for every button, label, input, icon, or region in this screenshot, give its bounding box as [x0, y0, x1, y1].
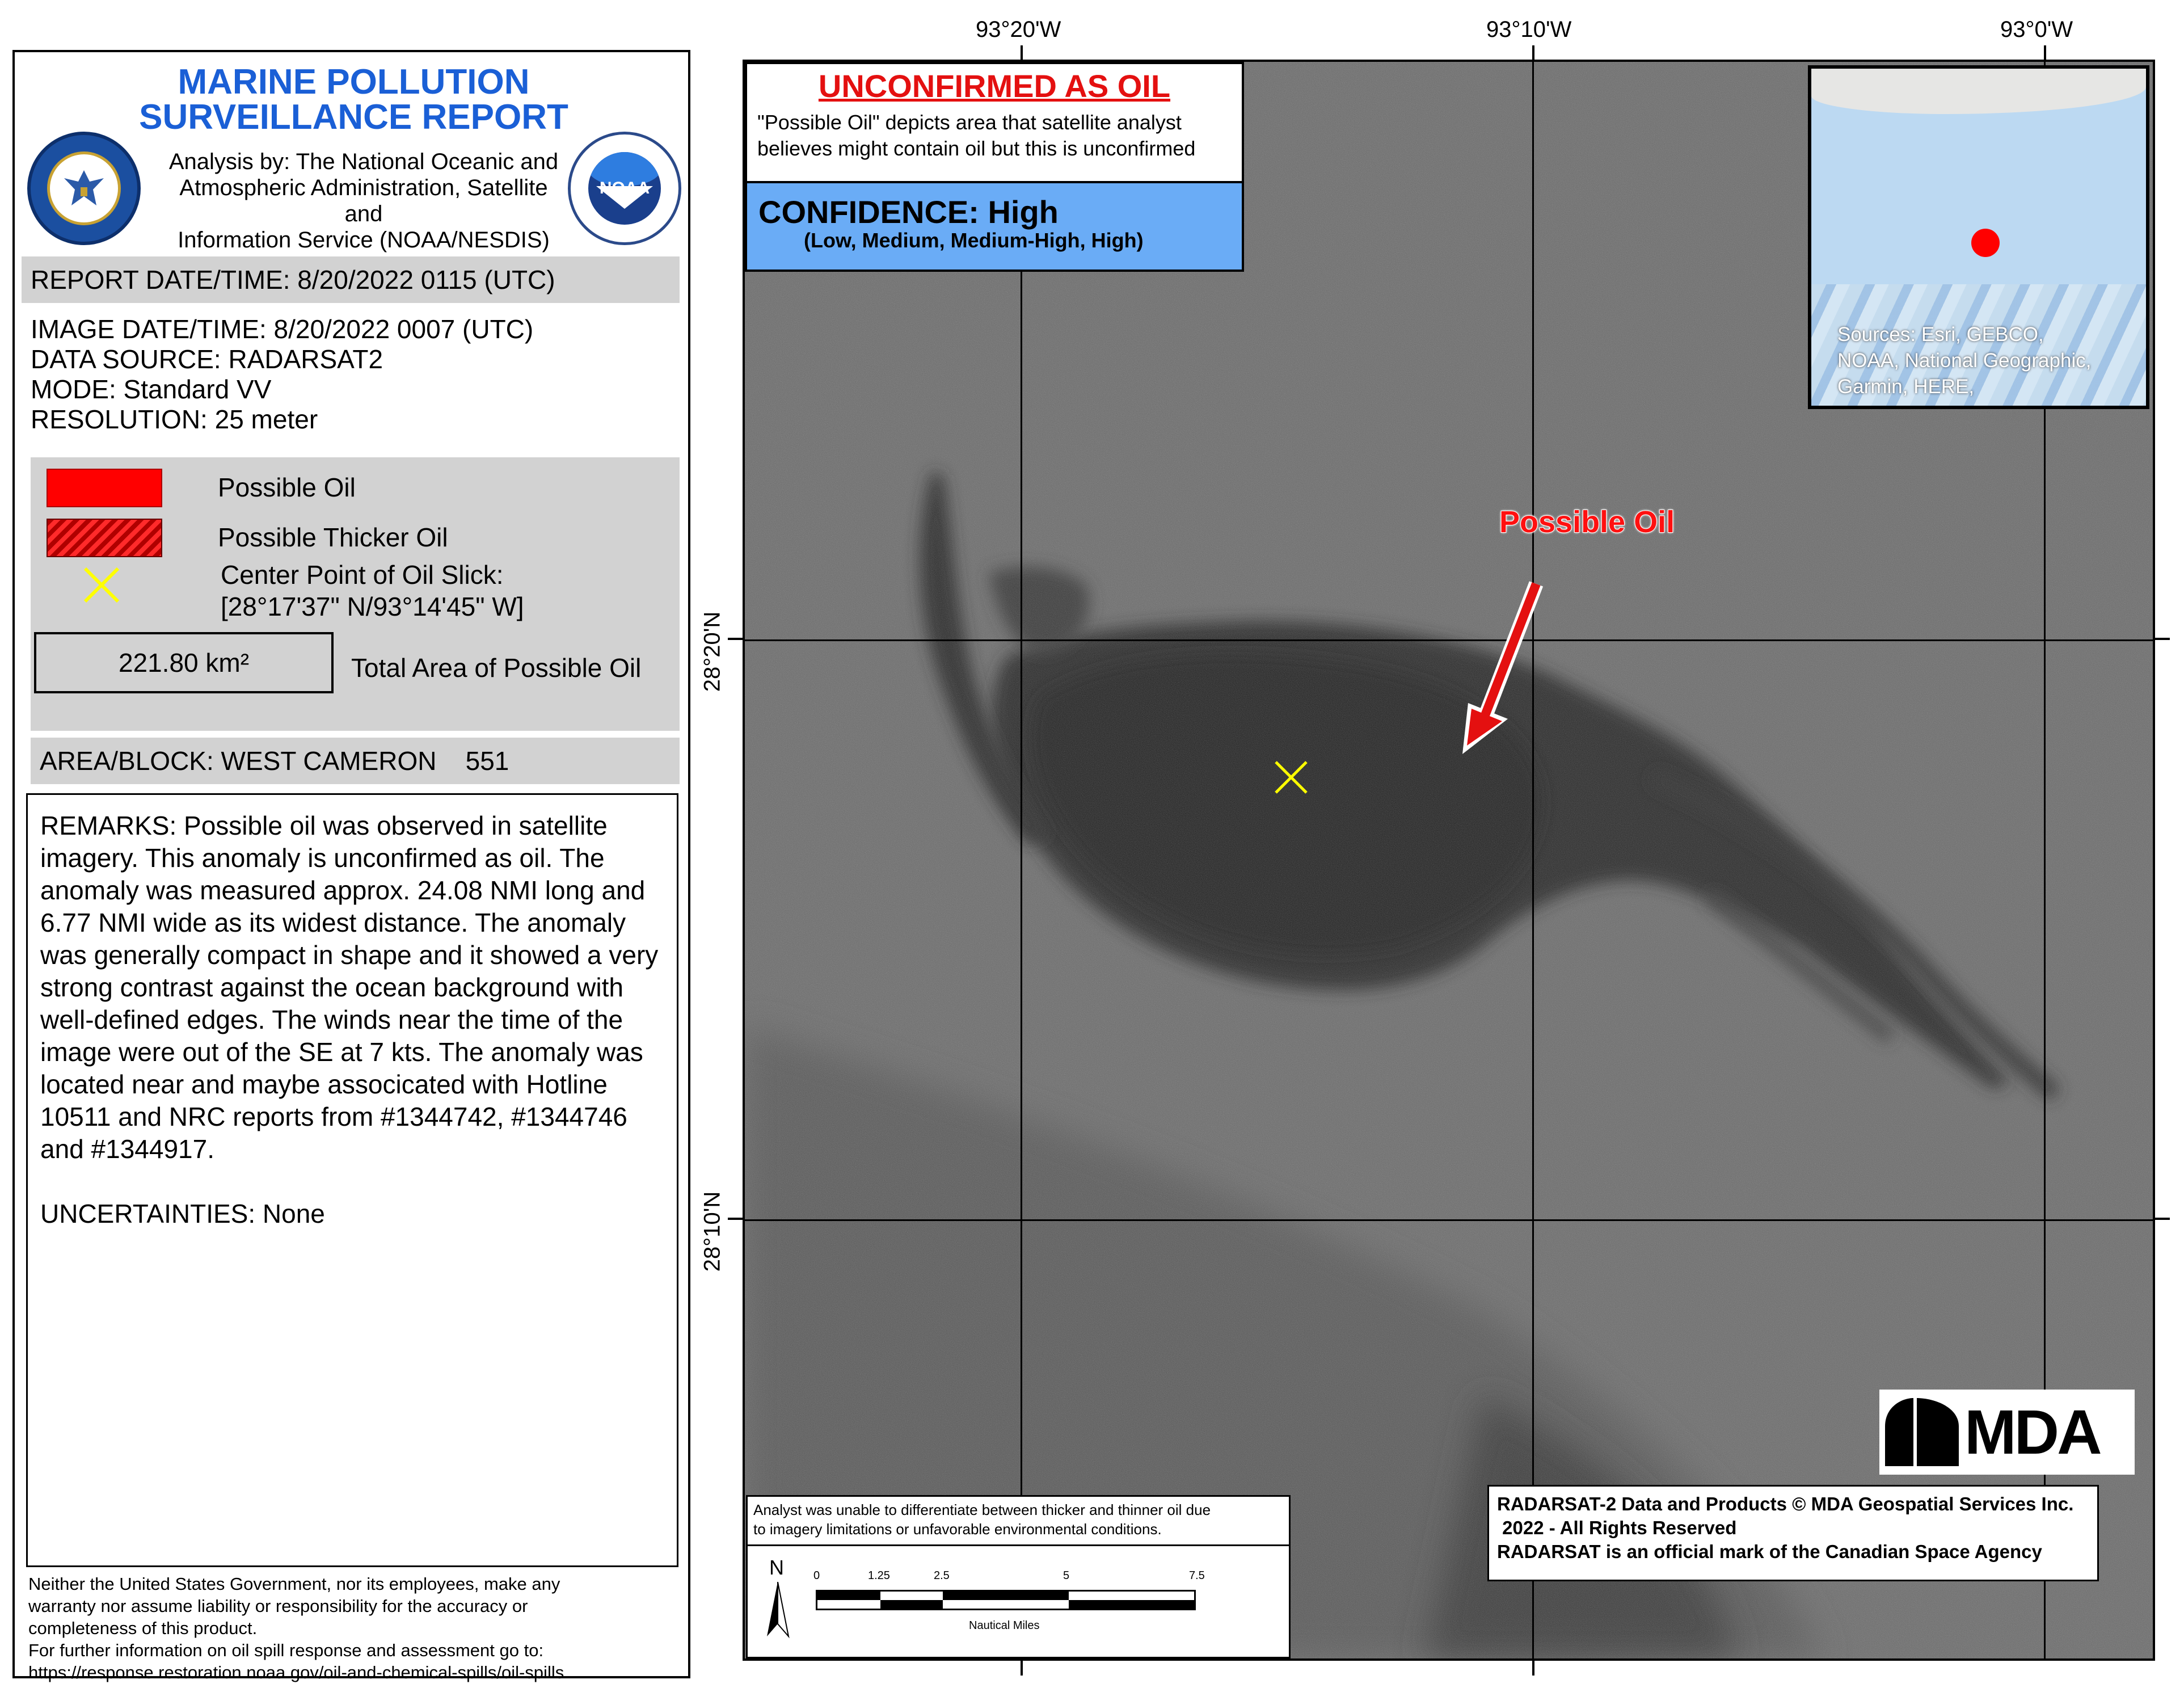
- mda-logo-text: MDA: [1964, 1397, 2100, 1467]
- grid-tick: [2154, 1218, 2170, 1220]
- noaa-logo-text: NOAA: [599, 179, 650, 197]
- analyst-note: [753, 1500, 1211, 1539]
- scale-tick-label: 5: [1063, 1569, 1070, 1582]
- mda-logo: [1879, 1390, 2135, 1475]
- center-point-marker-icon[interactable]: [1272, 759, 1310, 796]
- unconfirmed-title: UNCONFIRMED AS OIL: [818, 68, 1171, 104]
- grid-line-lon: [1021, 62, 1022, 1658]
- scale-bar-top: [817, 1592, 1194, 1600]
- grid-tick: [2044, 45, 2046, 61]
- possible-oil-swatch: [47, 469, 162, 507]
- grid-tick: [1021, 1660, 1023, 1676]
- analyst-note-line-2: to imagery limitations or unfavorable environmental conditions.: [753, 1521, 1162, 1538]
- image-resolution: RESOLUTION: 25 meter: [31, 405, 318, 434]
- eagle-icon: [56, 160, 112, 217]
- remarks-text: REMARKS: Possible oil was observed in satellite imagery. This anomaly is unconfirmed as oil. The anomaly was measured approx. 24.08 NMI long and 6.77 NMI wide as its widest distance. The anomaly was generally compact in shape and it showed a very strong contrast against the ocean background with well-defined edges. The winds near the time of the image were out of the SE at 7 kts. The anomaly was located near and maybe associcated with Hotline 10511 and NRC reports from #1344742, #1344746 and #1344917.: [40, 811, 659, 1164]
- scale-tick-label: 1.25: [868, 1569, 890, 1582]
- confidence-box: [745, 181, 1244, 272]
- scale-tick-label: 2.5: [934, 1569, 950, 1582]
- scale-unit: Nautical Miles: [969, 1619, 1040, 1632]
- report-title-line2: SURVEILLANCE REPORT: [139, 98, 568, 137]
- grid-tick: [1532, 45, 1534, 61]
- scale-bar: [816, 1590, 1196, 1610]
- lat-tick-label: 28°20'N: [699, 611, 725, 692]
- disclaimer: [28, 1573, 686, 1683]
- mda-mark-icon: [1879, 1392, 1964, 1472]
- disclaimer-link[interactable]: https://response.restoration.noaa.gov/oil-and-chemical-spills/oil-spills: [28, 1662, 564, 1682]
- inset-sources: [1837, 322, 2091, 400]
- analysis-line-1: Analysis by: The National Oceanic and: [168, 149, 559, 174]
- disclaimer-line-4: For further information on oil spill response and assessment go to:: [28, 1640, 544, 1660]
- image-datetime: IMAGE DATE/TIME: 8/20/2022 0007 (UTC): [31, 314, 534, 344]
- north-arrow-icon: [765, 1582, 791, 1639]
- grid-line-lat: [745, 639, 2153, 641]
- grid-tick: [728, 638, 744, 640]
- scale-tick-label: 0: [813, 1569, 820, 1582]
- locator-inset[interactable]: [1808, 65, 2149, 409]
- inset-sources-line-2: NOAA, National Geographic,: [1837, 350, 2092, 372]
- inset-sources-line-1: Sources: Esri, GEBCO,: [1837, 323, 2044, 346]
- report-panel: [12, 50, 690, 1682]
- north-label: N: [769, 1556, 784, 1579]
- divider: [748, 1544, 1289, 1546]
- doc-seal-icon: [27, 132, 141, 245]
- unconfirmed-line-1: "Possible Oil" depicts area that satellite analyst: [757, 111, 1182, 134]
- report-datetime: REPORT DATE/TIME: 8/20/2022 0115 (UTC): [22, 256, 680, 303]
- lon-tick-label: 93°20'W: [976, 17, 1061, 42]
- center-point-coords: [28°17'37" N/93°14'45" W]: [221, 592, 524, 621]
- disclaimer-line-3: completeness of this product.: [28, 1618, 258, 1638]
- inset-coastline: [1811, 69, 2146, 114]
- analyst-note-line-1: Analyst was unable to differentiate between thicker and thinner oil due: [753, 1501, 1211, 1518]
- area-block-text: AREA/BLOCK: WEST CAMERON 551: [40, 746, 509, 776]
- uncertainties-text: UNCERTAINTIES: None: [40, 1199, 325, 1228]
- disclaimer-line-1: Neither the United States Government, nor its employees, make any: [28, 1574, 560, 1594]
- noaa-seal-icon: [568, 132, 681, 245]
- annotation-arrow-icon: [1457, 573, 1559, 765]
- scale-tick-label: 7.5: [1189, 1569, 1205, 1582]
- image-metadata: [31, 314, 655, 435]
- lat-tick-label: 28°10'N: [699, 1191, 725, 1272]
- analysis-credit: [159, 149, 568, 253]
- grid-tick: [728, 1218, 744, 1220]
- total-area-label: Total Area of Possible Oil: [351, 653, 642, 683]
- copyright-line-2: 2022 - All Rights Reserved: [1497, 1517, 1737, 1538]
- data-source: DATA SOURCE: RADARSAT2: [31, 344, 383, 374]
- location-dot-icon: [1971, 229, 2000, 257]
- disclaimer-line-2: warranty nor assume liability or responsibility for the accuracy or: [28, 1596, 528, 1616]
- confidence-title: CONFIDENCE: High: [758, 194, 1059, 230]
- analysis-line-2: Atmospheric Administration, Satellite and: [179, 175, 548, 226]
- grid-tick: [1532, 1660, 1534, 1676]
- confidence-scale: (Low, Medium, Medium-High, High): [804, 229, 1144, 252]
- area-block: [31, 738, 680, 784]
- possible-oil-annotation: Possible Oil: [1499, 505, 1675, 539]
- center-point-label: Center Point of Oil Slick:: [221, 560, 504, 590]
- unconfirmed-line-2: believes might contain oil but this is unconfirmed: [757, 137, 1196, 160]
- grid-tick: [1021, 45, 1023, 61]
- possible-thicker-oil-label: Possible Thicker Oil: [218, 523, 448, 552]
- grid-tick: [2154, 638, 2170, 640]
- report-title-line1: MARINE POLLUTION: [178, 62, 530, 102]
- copyright-line-1: RADARSAT-2 Data and Products © MDA Geospatial Services Inc.: [1497, 1493, 2074, 1514]
- grid-line-lat: [745, 1219, 2153, 1221]
- unconfirmed-notice: [745, 62, 1244, 183]
- lon-tick-label: 93°10'W: [1486, 17, 1572, 42]
- sar-map[interactable]: [743, 60, 2155, 1661]
- possible-oil-label: Possible Oil: [218, 473, 356, 502]
- center-point-icon: [82, 565, 121, 605]
- scale-box: [746, 1495, 1291, 1658]
- remarks-box: [26, 793, 678, 1567]
- total-area-value: 221.80 km²: [34, 632, 334, 693]
- possible-thicker-oil-swatch: [47, 519, 162, 557]
- grid-line-lon: [1532, 62, 1534, 1658]
- legend: [31, 457, 680, 731]
- unconfirmed-description: [757, 110, 1195, 162]
- analysis-line-3: Information Service (NOAA/NESDIS): [178, 228, 550, 252]
- lon-tick-label: 93°0'W: [2000, 17, 2073, 42]
- inset-sources-line-3: Garmin, HERE,: [1837, 376, 1975, 398]
- scale-bar-bottom: [817, 1600, 1194, 1609]
- copyright-box: [1487, 1485, 2099, 1581]
- image-mode: MODE: Standard VV: [31, 374, 272, 404]
- copyright-line-3: RADARSAT is an official mark of the Canadian Space Agency: [1497, 1541, 2042, 1562]
